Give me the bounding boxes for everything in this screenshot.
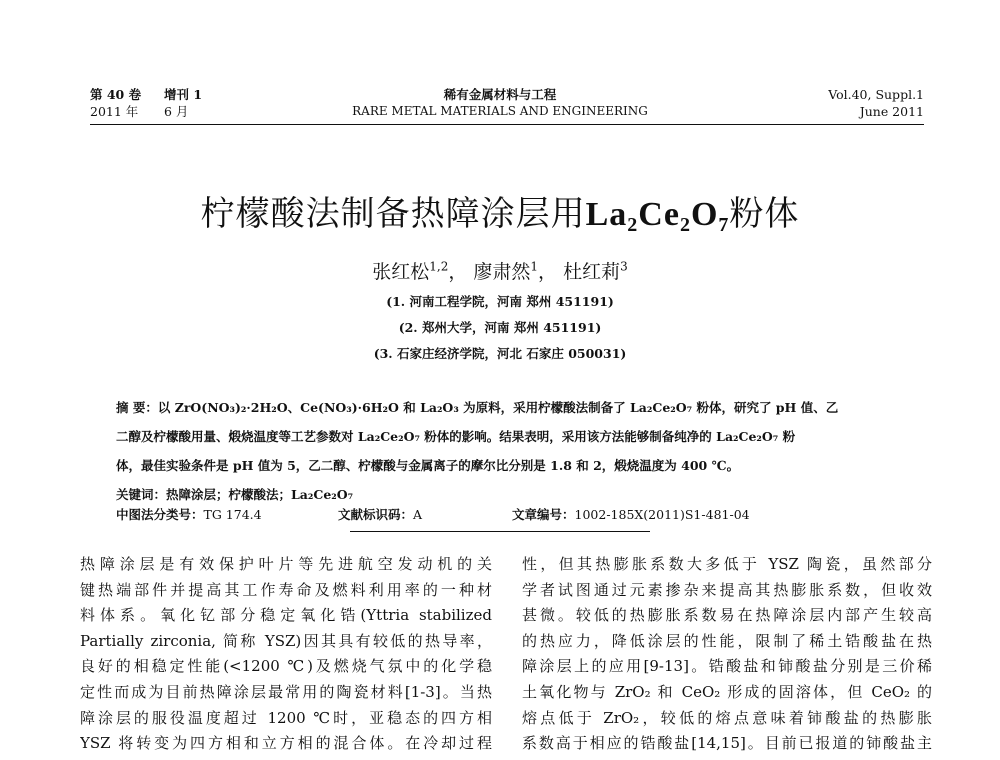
abstract-line: 以 ZrO(NO₃)₂·2H₂O、Ce(NO₃)·6H₂O 和 La₂O₃ 为原料，采用柠檬酸法制备了 La₂Ce₂O₇ 粉体，研究了 pH 值、乙 xyxy=(157,400,839,415)
body-line: 热障涂层是有效保护叶片等先进航空发动机的关 xyxy=(80,555,492,573)
author-name: 廖肃然 xyxy=(473,261,531,283)
section-divider xyxy=(350,531,650,532)
journal-name xyxy=(330,86,670,120)
body-line: 土氧化物与 ZrO₂ 和 CeO₂ 形成的固溶体，但 CeO₂ 的 xyxy=(522,682,932,701)
month-label: 6 月 xyxy=(164,104,189,119)
journal-volume-info xyxy=(90,86,202,120)
volume-en: Vol.40, Suppl.1 xyxy=(828,87,924,102)
author-affiliation-mark: 1,2 xyxy=(429,259,449,274)
abstract-label: 摘 要： xyxy=(116,400,158,415)
keywords-value: 热障涂层；柠檬酸法；La₂Ce₂O₇ xyxy=(166,487,354,502)
journal-issue-en xyxy=(828,86,924,120)
body-line: 性，但其热膨胀系数大多低于 YSZ 陶瓷，虽然部分 xyxy=(522,555,932,573)
abstract-line: 体，最佳实验条件是 pH 值为 5，乙二醇、柠檬酸与金属离子的摩尔比分别是 1.8 和 2，煅烧温度为 400 ℃。 xyxy=(116,458,740,473)
year-label: 2011 年 xyxy=(90,104,139,119)
body-line: 良好的相稳定性能(<1200 ℃)及燃烧气氛中的化学稳 xyxy=(80,657,492,676)
body-line: 定性而成为目前热障涂层最常用的陶瓷材料[1-3]。当热 xyxy=(80,682,492,701)
doc-code-value: A xyxy=(413,507,423,522)
volume-label: 第 40 卷 xyxy=(90,87,142,102)
journal-name-en: RARE METAL MATERIALS AND ENGINEERING xyxy=(352,104,648,118)
body-line: 熔点低于 ZrO₂，较低的熔点意味着铈酸盐的热膨胀 xyxy=(522,708,932,727)
article-number-label: 文章编号： xyxy=(512,507,575,522)
body-line: 的热应力，降低涂层的性能，限制了稀土锆酸盐在热 xyxy=(522,631,932,650)
author-affiliation-mark: 1 xyxy=(530,259,539,274)
doc-code-label: 文献标识码： xyxy=(338,507,414,522)
header-rule xyxy=(90,124,924,125)
body-line: 系数高于相应的锆酸盐[14,15]。目前已报道的铈酸盐主 xyxy=(522,734,932,753)
body-column-right xyxy=(522,552,932,757)
author-name: 杜红莉 xyxy=(563,261,621,283)
body-column-left xyxy=(80,552,492,757)
body-line: 学者试图通过元素掺杂来提高其热膨胀系数，但收效 xyxy=(522,580,932,599)
title-prefix: 柠檬酸法制备热障涂层用 xyxy=(200,194,586,234)
affiliation-1: (1. 河南工程学院，河南 郑州 451191) xyxy=(386,294,614,309)
affiliation-3: (3. 石家庄经济学院，河北 石家庄 050031) xyxy=(373,346,627,361)
author-name: 张红松 xyxy=(372,261,430,283)
body-line: 键热端部件并提高其工作寿命及燃料利用率的一种材 xyxy=(80,580,492,599)
clc-value: TG 174.4 xyxy=(203,507,262,522)
journal-name-cn: 稀有金属材料与工程 xyxy=(443,87,557,102)
body-line: Partially zirconia, 简称 YSZ)因其具有较低的热导率， xyxy=(80,631,492,650)
body-line: 障涂层上的应用[9-13]。锆酸盐和铈酸盐分别是三价稀 xyxy=(522,657,932,676)
supplement-label: 增刊 1 xyxy=(164,87,203,102)
title-formula: $La_2Ce_2O_7$ xyxy=(585,196,730,236)
paper-title xyxy=(0,186,1000,237)
body-line: 甚微。较低的热膨胀系数易在热障涂层内部产生较高 xyxy=(522,606,932,625)
date-en: June 2011 xyxy=(859,104,924,119)
author-list: 张红松$^{1,2}$， 廖肃然$^1$， 杜红莉$^3$ xyxy=(372,259,628,283)
body-line: YSZ 将转变为四方相和立方相的混合体。在冷却过程 xyxy=(80,734,492,753)
abstract-line: 二醇及柠檬酸用量、煅烧温度等工艺参数对 La₂Ce₂O₇ 粉体的影响。结果表明，采用该方法能够制备纯净的 La₂Ce₂O₇ 粉 xyxy=(116,429,796,444)
body-line: 料体系。氧化钇部分稳定氧化锆(Yttria stabilized xyxy=(80,606,492,625)
title-suffix: 粉体 xyxy=(729,194,800,234)
abstract-block xyxy=(116,393,916,509)
affiliation-2: (2. 郑州大学，河南 郑州 451191) xyxy=(398,320,602,335)
article-number-value: 1002-185X(2011)S1-481-04 xyxy=(574,507,750,522)
author-affiliation-mark: 3 xyxy=(620,259,628,274)
classification-meta xyxy=(116,505,750,523)
clc-label: 中图法分类号： xyxy=(116,507,204,522)
keywords-label: 关键词： xyxy=(116,487,167,502)
body-line: 障涂层的服役温度超过 1200 ℃时，亚稳态的四方相 xyxy=(80,708,492,727)
